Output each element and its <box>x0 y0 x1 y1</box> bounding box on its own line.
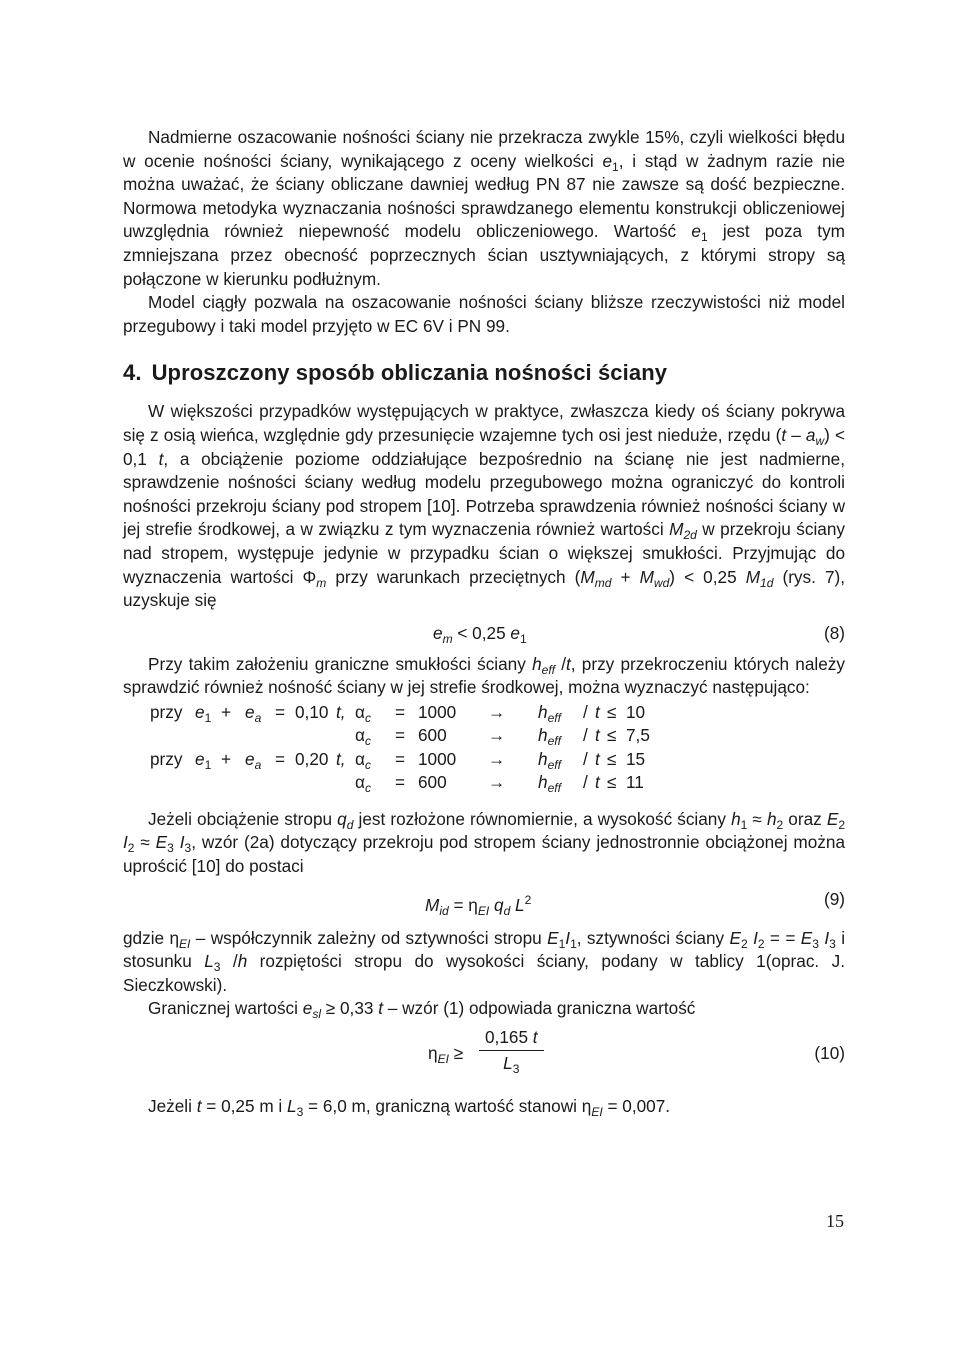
condition-lim: 10 <box>626 701 646 722</box>
equation-10-lhs: $\eta_{EI}$ ≥ <box>428 1043 464 1067</box>
condition-tt: t <box>595 748 600 769</box>
condition-tt: t <box>595 701 600 722</box>
var: t <box>158 448 164 469</box>
var: a <box>805 424 816 445</box>
condition-slash: / <box>583 701 588 722</box>
condition-num: 600 <box>418 725 447 746</box>
text: , i stąd w żadnym razie nie można uważać, że ściany obliczane dawniej według PN 87 nie zawsze są dość bezpieczne. Normowa metodyka wyznaczania nośności sprawdzanego elementu konstrukcji obliczeniowej uwzględnia również niepewność modelu obliczeniowego. Wartość <box>123 150 845 242</box>
var: e <box>691 221 701 242</box>
paragraph-3 <box>123 400 845 612</box>
text: w przekroju ściany nad stropem, występuje jedynie w przypadku ścian o większej smukłości. Przyjmując do wyznaczenia wartości Φ <box>123 519 845 587</box>
condition-h: $h_{eff}$ <box>538 748 561 772</box>
var: e <box>602 150 612 171</box>
var: t <box>781 424 787 445</box>
text: + <box>611 566 640 587</box>
equation-8-number: (8) <box>823 622 845 643</box>
condition-alpha: $\alpha_c$ <box>355 725 371 749</box>
condition-t: t, <box>336 748 346 769</box>
condition-ea: $e_a$ <box>245 748 262 772</box>
sub: m <box>316 575 327 590</box>
section-title: Uproszczony sposób obliczania nośności ściany <box>151 360 668 386</box>
text: ) < 0,1 <box>123 424 845 469</box>
equation-9-number: (9) <box>823 888 845 909</box>
equation-8-expression: $e_m < 0,25$ $e_1$ <box>433 622 527 646</box>
condition-ea: $e_a$ <box>245 701 262 725</box>
condition-arrow: → <box>488 748 506 769</box>
page-number: 15 <box>826 1211 844 1231</box>
condition-przy: przy <box>150 701 183 722</box>
condition-h: $h_{eff}$ <box>538 701 561 725</box>
var: M <box>639 566 654 587</box>
condition-eq2: = <box>395 701 406 722</box>
sub: md <box>594 575 612 590</box>
var: M <box>580 566 595 587</box>
condition-t: t, <box>336 701 346 722</box>
condition-eq2: = <box>395 748 406 769</box>
condition-alpha: $\alpha_c$ <box>355 772 371 796</box>
sub: 2d <box>683 528 697 543</box>
condition-e: $e_1$ <box>195 748 212 772</box>
condition-eq2: = <box>395 725 406 746</box>
condition-slash: / <box>583 725 588 746</box>
sub: 1 <box>612 159 619 174</box>
paragraph-8: Jeżeli t = 0,25 m i $L_3 = 6,0$ m, graniczną wartość stanowi $\eta_{EI} = 0,007$. <box>148 1096 671 1120</box>
condition-lim: 11 <box>626 772 644 793</box>
condition-tt: t <box>595 725 600 746</box>
condition-tt: t <box>595 772 600 793</box>
paragraph-1 <box>123 126 845 291</box>
condition-plus: + <box>221 701 232 722</box>
condition-eq2: = <box>395 772 406 793</box>
section-heading <box>123 360 845 386</box>
condition-lim: 15 <box>626 748 646 769</box>
condition-alpha: $\alpha_c$ <box>355 748 371 772</box>
paragraph-6: gdzie $\eta_{EI}$ – współczynnik zależny od sztywności stropu $E_1I_1$, sztywności ściany $E_2$ $I_2$ = = $E_3$ $I_3$ i stosunku $L_3$ /h rozpiętości stropu do wysokości ściany, podany w tablicy 1(oprac. J. Sieczkowski). <box>123 927 846 995</box>
condition-plus: + <box>221 748 232 769</box>
sub: 1 <box>700 230 708 245</box>
condition-le: ≤ <box>607 748 617 769</box>
paragraph-5: Jeżeli obciążenie stropu $q_d$ jest rozłożone równomiernie, a wysokość ściany $h_1 \approx h_2$ oraz $E_2$ $I_2 \approx E_3$ $I_3$, wzór (2a) dotyczący przekroju pod stropem ściany jednostronnie obciążonej można uprościć [10] do postaci <box>123 808 846 877</box>
sub: 1d <box>760 575 774 590</box>
sub: w <box>815 433 825 448</box>
equation-8 <box>123 613 845 653</box>
sub: wd <box>653 575 670 590</box>
condition-alpha: $\alpha_c$ <box>355 701 371 725</box>
equation-10-number: (10) <box>814 1043 845 1064</box>
equation-10-fraction <box>479 1027 544 1077</box>
equation-9-expression: $M_{id} = \eta_{EI}$ $q_d$ $L^2$ <box>425 892 532 918</box>
condition-eq: = <box>275 701 286 722</box>
condition-slash: / <box>583 772 588 793</box>
condition-val: 0,20 <box>295 748 329 769</box>
text: (rys. 7), uzyskuje się <box>123 566 846 611</box>
text: , a obciążenie poziome oddziałujące bezpośrednio na ścianę nie jest nadmierne, sprawdzenie nośności ściany według modelu przegubowego można ograniczyć do kontroli nośności przekroju ściany pod stropem [10]. Potrzeba sprawdzenia również nośności ściany w jej strefie środkowej, a w związku z tym wyznaczenia również wartości <box>123 448 845 540</box>
condition-arrow: → <box>488 701 506 722</box>
condition-num: 1000 <box>418 748 457 769</box>
text: – <box>786 424 806 445</box>
condition-lim: 7,5 <box>626 725 650 746</box>
condition-le: ≤ <box>607 701 617 722</box>
var: M <box>669 519 684 540</box>
condition-le: ≤ <box>607 725 617 746</box>
var: M <box>745 566 761 587</box>
condition-num: 1000 <box>418 701 457 722</box>
page-content <box>123 126 845 1119</box>
section-number: 4. <box>123 360 142 386</box>
condition-arrow: → <box>488 772 506 793</box>
slenderness-conditions <box>123 702 845 798</box>
equation-10 <box>123 1021 845 1095</box>
text: W większości przypadków występujących w praktyce, zwłaszcza kiedy oś ściany pokrywa się z osią wieńca, względnie gdy przesunięcie wzajemne tych osi jest nieduże, rzędu ( <box>123 401 845 445</box>
fraction-denominator: $L_3$ <box>503 1053 520 1077</box>
text: jest poza tym zmniejszana przez obecność poprzecznych ścian usztywniających, z którymi stropy są połączone w kierunku podłużnym. <box>123 221 845 289</box>
condition-arrow: → <box>488 725 506 746</box>
condition-h: $h_{eff}$ <box>538 772 561 796</box>
condition-eq: = <box>275 748 286 769</box>
fraction-numerator: 0,165 t <box>479 1027 544 1051</box>
text: przy warunkach przeciętnych ( <box>326 566 581 587</box>
paragraph-4: Przy takim założeniu graniczne smukłości ściany $h_{eff}$ /t, przy przekroczeniu których należy sprawdzić również nośność ściany w jej strefie środkowej, można wyznaczyć następująco: <box>123 653 845 698</box>
text: Nadmierne oszacowanie nośności ściany nie przekracza zwykle 15%, czyli wielkości błędu w ocenie nośności ściany, wynikającego z oceny wielkości <box>123 127 845 171</box>
condition-val: 0,10 <box>295 701 329 722</box>
condition-h: $h_{eff}$ <box>538 725 561 749</box>
condition-le: ≤ <box>607 772 617 793</box>
condition-przy: przy <box>150 748 183 769</box>
condition-slash: / <box>583 748 588 769</box>
paragraph-2: Model ciągły pozwala na oszacowanie nośności ściany bliższe rzeczywistości niż model przegubowy i taki model przyjęto w EC 6V i PN 99. <box>123 292 845 336</box>
equation-9 <box>123 879 845 927</box>
paragraph-7: Granicznej wartości $e_{sl} \ge 0,33$ t – wzór (1) odpowiada graniczna wartość <box>148 998 696 1022</box>
text: ) < 0,25 <box>669 566 746 587</box>
condition-num: 600 <box>418 772 447 793</box>
condition-e: $e_1$ <box>195 701 212 725</box>
